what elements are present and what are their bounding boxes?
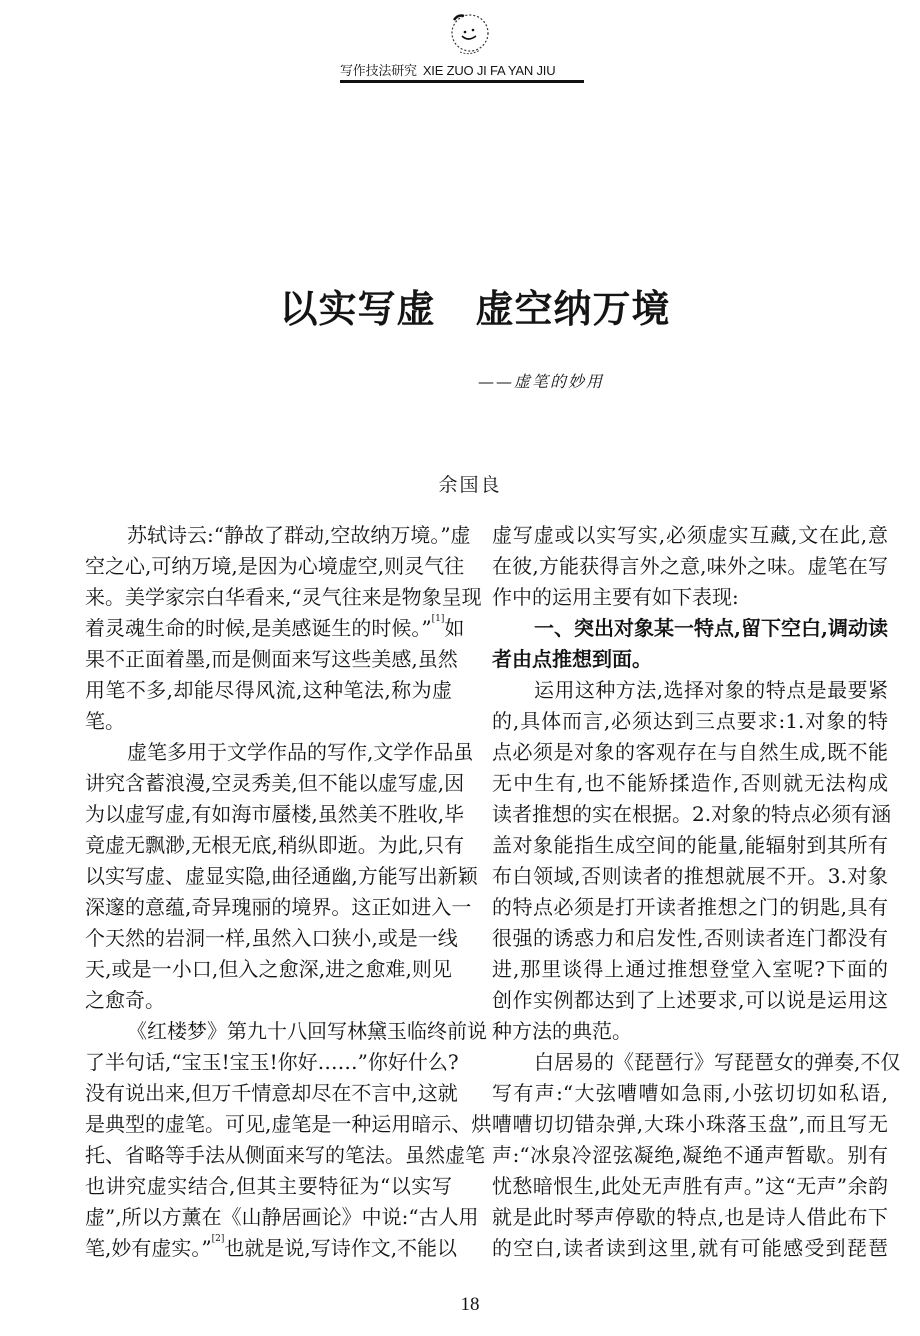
text-line: 以实写虚、虚显实隐,曲径通幽,方能写出新颖: [85, 864, 478, 888]
logo-emblem-icon: [440, 8, 500, 58]
page-number: 18: [460, 1294, 480, 1315]
author-name: 余国良: [438, 474, 502, 496]
footnote-ref: [1]: [431, 614, 445, 624]
text-line: 苏轼诗云:“静故了群动,空故纳万境。”虚: [127, 523, 471, 547]
text-line: 作中的运用主要有如下表现:: [492, 585, 739, 609]
text-line: 了半句话,“宝玉!宝玉!你好……”你好什么?: [85, 1050, 459, 1074]
section-heading: [492, 613, 888, 675]
text-line: 天,或是一小口,但入之愈深,进之愈难,则见: [85, 957, 452, 981]
text-line: 虚”,所以方薰在《山静居画论》中说:“古人用: [85, 1205, 479, 1229]
text-line: 《红楼梦》第九十八回写林黛玉临终前说: [127, 1019, 487, 1043]
title-part-2: 虚空纳万境: [475, 286, 671, 331]
text-line: 布白领域,否则读者的推想就展不开。3.对象: [492, 864, 888, 888]
section-title-en: XIE ZUO JI FA YAN JIU: [422, 63, 556, 78]
text-line: 是典型的虚笔。可见,虚笔是一种运用暗示、烘: [85, 1112, 492, 1136]
text-line: 笔,妙有虚实。”[2]也就是说,写诗作文,不能以: [85, 1234, 458, 1260]
text-line: 也讲究虚实结合,但其主要特征为“以实写: [85, 1174, 452, 1198]
text-line: 点必须是对象的客观存在与自然生成,既不能: [492, 740, 888, 764]
text-line: 讲究含蓄浪漫,空灵秀美,但不能以虚写虚,因: [85, 771, 465, 795]
text-line: 竟虚无飘渺,无根无底,稍纵即逝。为此,只有: [85, 833, 465, 857]
text-line: 忧愁暗恨生,此处无声胜有声。”这“无声”余韵: [492, 1174, 888, 1198]
text-line: 的空白,读者读到这里,就有可能感受到琵琶: [492, 1236, 888, 1260]
text-line: 创作实例都达到了上述要求,可以说是运用这: [492, 988, 888, 1012]
left-column: [85, 520, 492, 1264]
text-line: 虚写虚或以实写实,必须虚实互藏,文在此,意: [492, 523, 888, 547]
text-line: 盖对象能指生成空间的能量,能辐射到其所有: [492, 833, 888, 857]
text-line: 运用这种方法,选择对象的特点是最要紧: [534, 678, 888, 702]
paragraph: [85, 737, 478, 1016]
text-line: 托、省略等手法从侧面来写的笔法。虽然虚笔: [85, 1143, 485, 1167]
text-line: 嘈嘈切切错杂弹,大珠小珠落玉盘”,而且写无: [492, 1112, 888, 1136]
text-line: 为以虚写虚,有如海市蜃楼,虽然美不胜收,毕: [85, 802, 465, 826]
text-line: 一、突出对象某一特点,留下空白,调动读: [534, 616, 888, 640]
text-line: 写有声:“大弦嘈嘈如急雨,小弦切切如私语,: [492, 1081, 888, 1105]
article-subtitle: ——虚笔的妙用: [478, 372, 605, 391]
footnote-ref: [2]: [211, 1234, 225, 1244]
article-title: [0, 278, 920, 333]
text-line: 就是此时琴声停歇的特点,也是诗人借此布下: [492, 1205, 888, 1229]
text-line: 着灵魂生命的时候,是美感诞生的时候。”[1]如: [85, 614, 465, 640]
journal-logo: [440, 8, 500, 58]
text-line: 虚笔多用于文学作品的写作,文学作品虽: [127, 740, 474, 764]
running-header: [340, 60, 584, 83]
text-line: 深邃的意蕴,奇异瑰丽的境界。这正如进入一: [85, 895, 472, 919]
paragraph: [85, 520, 482, 737]
text-line: 白居易的《琵琶行》写琵琶女的弹奏,不仅: [534, 1050, 901, 1074]
right-column: [492, 520, 901, 1264]
text-line: 无中生有,也不能矫揉造作,否则就无法构成: [492, 771, 888, 795]
text-line: 来。美学家宗白华看来,“灵气往来是物象呈现: [85, 585, 482, 609]
text-line: 种方法的典范。: [492, 1019, 632, 1043]
paragraph: [492, 1047, 901, 1264]
text-line: 空之心,可纳万境,是因为心境虚空,则灵气往: [85, 554, 465, 578]
title-part-1: 以实写虚: [279, 286, 436, 331]
text-line: 个天然的岩洞一样,虽然入口狭小,或是一线: [85, 926, 458, 950]
text-line: 没有说出来,但万千情意却尽在不言中,这就: [85, 1081, 458, 1105]
section-title-cn: 写作技法研究: [340, 63, 417, 78]
paragraph: [492, 520, 888, 613]
text-line: 果不正面着墨,而是侧面来写这些美感,虽然: [85, 647, 458, 671]
text-line: 笔。: [85, 709, 125, 733]
text-line: 的,具体而言,必须达到三点要求:1.对象的特: [492, 709, 888, 733]
text-line: 者由点推想到面。: [492, 647, 652, 671]
text-line: 声:“冰泉冷涩弦凝绝,凝绝不通声暂歇。别有: [492, 1143, 888, 1167]
text-line: 用笔不多,却能尽得风流,这种笔法,称为虚: [85, 678, 452, 702]
text-line: 很强的诱惑力和启发性,否则读者连门都没有: [492, 926, 888, 950]
paragraph: [492, 675, 892, 1047]
text-line: 读者推想的实在根据。2.对象的特点必须有涵: [492, 802, 892, 826]
text-line: 在彼,方能获得言外之意,味外之味。虚笔在写: [492, 554, 888, 578]
text-line: 之愈奇。: [85, 988, 165, 1012]
text-line: 的特点必须是打开读者推想之门的钥匙,具有: [492, 895, 888, 919]
text-line: 进,那里谈得上通过推想登堂入室呢?下面的: [492, 957, 888, 981]
paragraph: [85, 1016, 492, 1264]
